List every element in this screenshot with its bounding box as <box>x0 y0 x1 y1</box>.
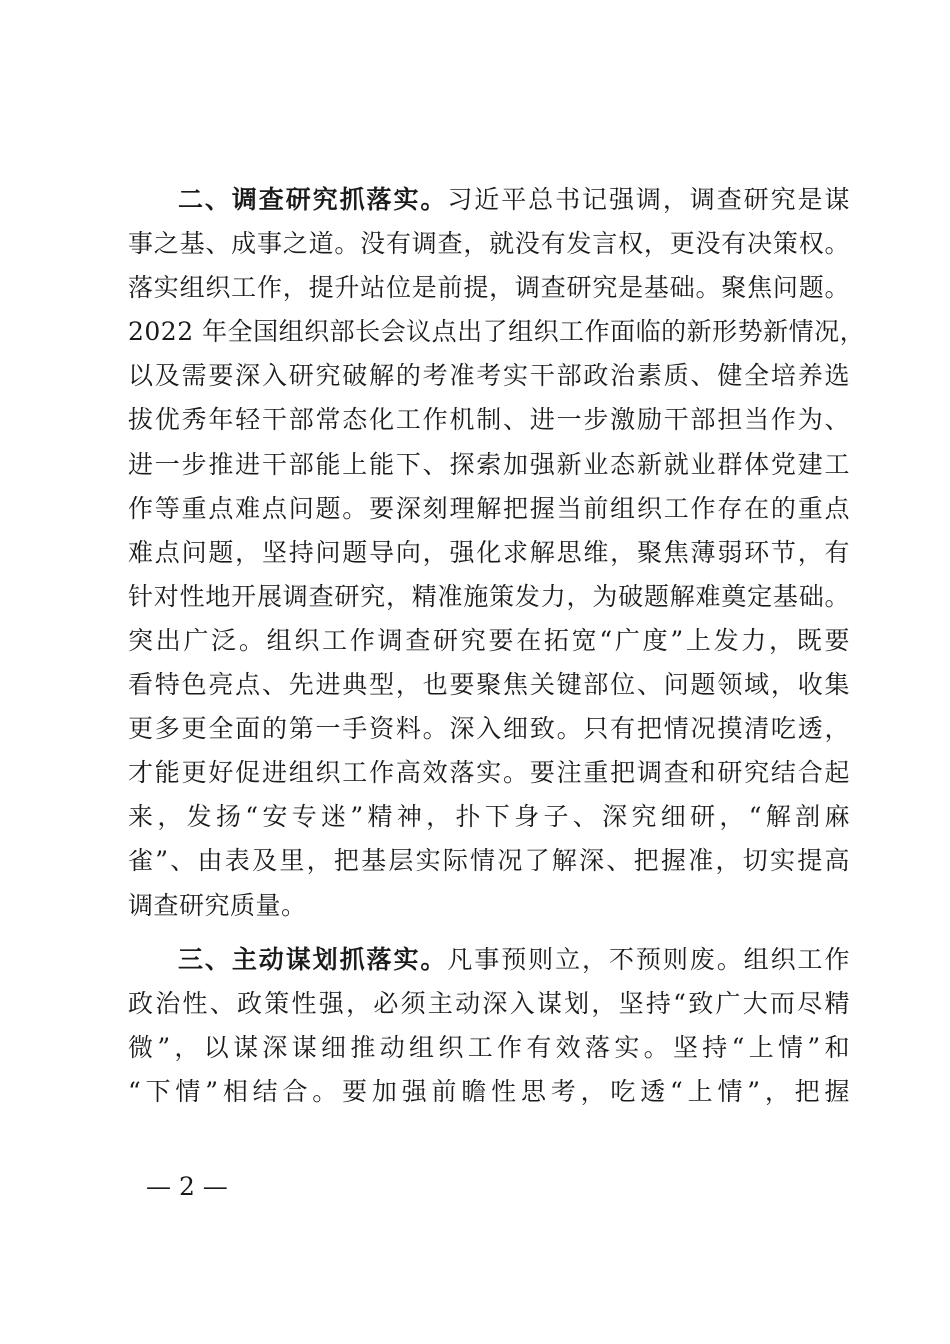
section-heading: 三、主动谋划抓落实。 <box>178 944 448 974</box>
paragraph-line: 针对性地开展调查研究，精准施策发力，为破题解难奠定基础。 <box>128 581 850 611</box>
paragraph-line: 落实组织工作，提升站位是前提，调查研究是基础。聚焦问题。 <box>128 273 850 303</box>
paragraph-line: 政治性、政策性强，必须主动深入谋划，坚持“致广大而尽精 <box>128 988 850 1018</box>
section-heading: 二、调查研究抓落实。 <box>178 185 448 214</box>
paragraph-line: 才能更好促进组织工作高效落实。要注重把调查和研究结合起 <box>128 758 850 788</box>
paragraph-line: 雀”、由表及里，把基层实际情况了解深、把握准，切实提高 <box>128 846 850 876</box>
paragraph-line: 以及需要深入研究破解的考准考实干部政治素质、健全培养选 <box>128 361 850 391</box>
paragraph-line: 来，发扬“安专迷”精神，扑下身子、深究细研，“解剖麻 <box>128 802 850 832</box>
page-number: — 2 — <box>146 1172 228 1201</box>
paragraph-line: 二、调查研究抓落实。习近平总书记强调，调查研究是谋 <box>178 185 850 214</box>
paragraph-line: 作等重点难点问题。要深刻理解把握当前组织工作存在的重点 <box>128 493 850 523</box>
paragraph-line: “下情”相结合。要加强前瞻性思考，吃透“上情”，把握 <box>128 1076 851 1106</box>
document-body <box>128 178 866 1114</box>
paragraph-line: 难点问题，坚持问题导向，强化求解思维，聚焦薄弱环节，有 <box>128 537 850 567</box>
paragraph-line: 拔优秀年轻干部常态化工作机制、进一步激励干部担当作为、 <box>128 405 850 435</box>
paragraph-line: 更多更全面的第一手资料。深入细致。只有把情况摸清吃透， <box>128 714 850 744</box>
paragraph-line: 2022 年全国组织部长会议点出了组织工作面临的新形势新情况， <box>128 317 866 347</box>
paragraph-line: 微”，以谋深谋细推动组织工作有效落实。坚持“上情”和 <box>128 1032 850 1062</box>
paragraph-line: 三、主动谋划抓落实。凡事预则立，不预则废。组织工作 <box>178 944 850 974</box>
paragraph-line: 事之基、成事之道。没有调查，就没有发言权，更没有决策权。 <box>128 229 850 259</box>
paragraph-line: 进一步推进干部能上能下、探索加强新业态新就业群体党建工 <box>128 449 850 479</box>
paragraph-line: 调查研究质量。 <box>128 890 307 920</box>
paragraph-line: 看特色亮点、先进典型，也要聚焦关键部位、问题领域，收集 <box>128 670 850 700</box>
paragraph-line: 突出广泛。组织工作调查研究要在拓宽“广度”上发力，既要 <box>128 625 850 655</box>
